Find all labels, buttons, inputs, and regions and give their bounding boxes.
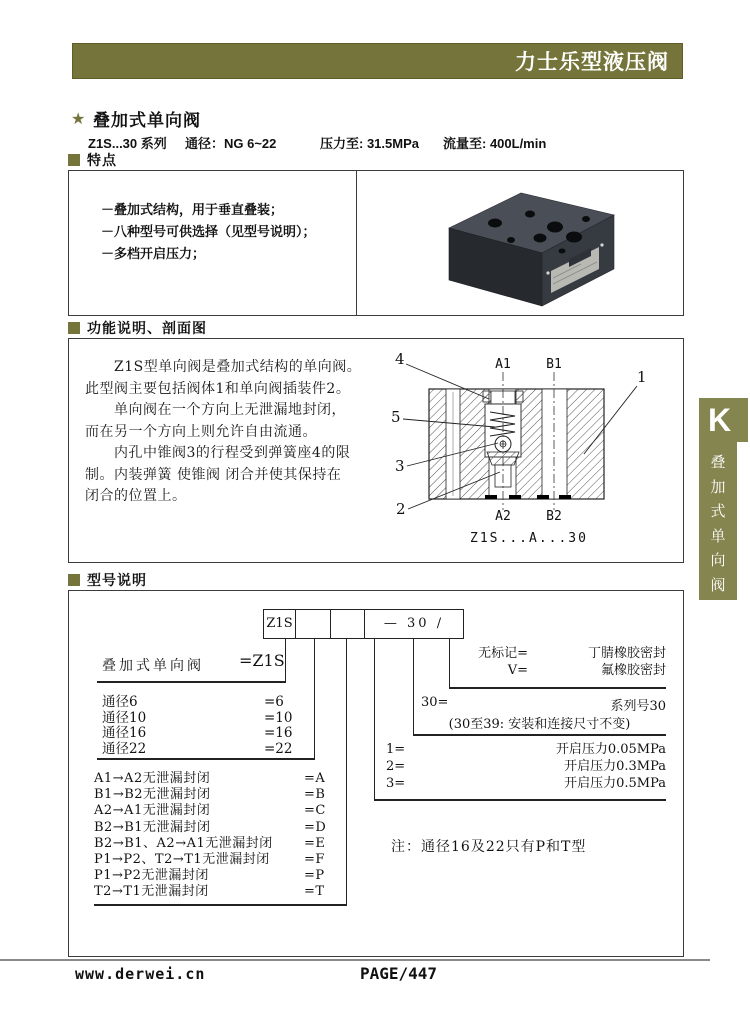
chapter-tab-char: 单 bbox=[710, 527, 726, 545]
function-text-line: 此型阀主要包括阀体1和单向阀插装件2。 bbox=[85, 380, 351, 397]
port-label-a2: A2 bbox=[495, 509, 511, 524]
section-heading-model: 型号说明 bbox=[68, 570, 147, 590]
model-note: 注：通径16及22只有P和T型 bbox=[391, 839, 587, 855]
group-underline bbox=[97, 758, 315, 760]
cracking-option-row: 1= 开启压力0.05MPa bbox=[386, 742, 666, 757]
seal-option-row: V= 氟橡胶密封 bbox=[507, 663, 666, 678]
header-title: 力士乐型液压阀 bbox=[515, 51, 669, 74]
callout-4: 4 bbox=[395, 350, 405, 368]
direction-option-row: A2→A1无泄漏封闭 =C bbox=[94, 803, 326, 819]
channel-b bbox=[542, 389, 567, 499]
direction-option-row: T2→T1无泄漏封闭 =T bbox=[94, 884, 325, 900]
group-underline bbox=[97, 681, 286, 683]
section-bullet-icon bbox=[68, 574, 80, 586]
feature-bullet: －叠加式结构，用于垂直叠装； bbox=[101, 202, 284, 217]
callout-5: 5 bbox=[391, 408, 401, 426]
chapter-tab-letter: K bbox=[699, 398, 748, 442]
chapter-tab-title bbox=[699, 442, 737, 600]
callout-3: 3 bbox=[395, 457, 405, 475]
direction-option-row: B1→B2无泄漏封闭 =B bbox=[94, 787, 326, 803]
model-type-value: =Z1S bbox=[239, 651, 285, 670]
seal-option-row: 无标记= 丁腈橡胶密封 bbox=[478, 646, 666, 661]
function-text-line: 单向阀在一个方向上无泄漏地封闭， bbox=[85, 402, 346, 418]
function-text-line: 闭合的位置上。 bbox=[85, 488, 187, 504]
page-title: 叠加式单向阀 bbox=[93, 111, 201, 130]
direction-options bbox=[94, 771, 394, 901]
model-code-box bbox=[68, 590, 684, 957]
connector-line bbox=[285, 639, 286, 682]
feature-bullet: －八种型号可供选择（见型号说明）； bbox=[101, 224, 316, 239]
model-code-cells bbox=[263, 609, 464, 639]
function-text-line: 内孔中锥阀3的行程受到弹簧座4的限 bbox=[85, 445, 351, 461]
spec-item: Z1S...30 系列 bbox=[88, 136, 167, 151]
model-code-cell bbox=[330, 610, 364, 638]
seal-ring-right bbox=[515, 391, 523, 402]
footer-page-number: PAGE/447 bbox=[360, 964, 438, 983]
section-heading-features: 特点 bbox=[68, 150, 117, 170]
footer-website: www.derwei.cn bbox=[75, 965, 206, 983]
port-label-b1: B1 bbox=[546, 357, 562, 372]
port-label-b2: B2 bbox=[546, 509, 562, 524]
cracking-option-row: 3= 开启压力0.5MPa bbox=[386, 776, 666, 791]
diagram-caption: Z1S...A...30 bbox=[470, 531, 588, 546]
size-option-row: 通径22 =22 bbox=[102, 740, 293, 757]
size-options bbox=[102, 695, 352, 757]
model-code-cell bbox=[295, 610, 330, 638]
product-photo bbox=[431, 183, 631, 311]
chapter-tab-char: 加 bbox=[710, 478, 726, 496]
product-specs bbox=[68, 133, 668, 151]
feature-bullet: －多档开启压力； bbox=[101, 246, 206, 261]
function-text-line: 制。内装弹簧 使锥阀 闭合并使其保持在 bbox=[85, 466, 342, 483]
direction-option-row: B2→B1、A2→A1无泄漏封闭 =E bbox=[94, 835, 326, 851]
spec-item: 流量至: 400L/min bbox=[443, 136, 547, 151]
size-option-row: 通径10 =10 bbox=[102, 709, 293, 726]
chapter-tab-char: 阀 bbox=[710, 576, 726, 594]
direction-option-row: P1→P2无泄漏封闭 =P bbox=[94, 868, 325, 884]
chapter-tab-char: 叠 bbox=[710, 454, 726, 471]
cracking-option-row: 2= 开启压力0.3MPa bbox=[386, 759, 666, 774]
cracking-pressure-options bbox=[386, 741, 666, 792]
features-divider bbox=[356, 171, 357, 315]
group-underline bbox=[413, 734, 666, 736]
series-note: (30至39: 安装和连接尺寸不变) bbox=[448, 717, 631, 732]
function-description bbox=[85, 357, 387, 508]
section-bullet-icon bbox=[68, 322, 80, 334]
model-type-label: 叠加式单向阀 bbox=[102, 658, 204, 674]
spec-item: 压力至: 31.5MPa bbox=[320, 136, 419, 151]
section-bullet-icon bbox=[68, 154, 80, 166]
direction-option-row: P1→P2、T2→T1无泄漏封闭 =F bbox=[94, 851, 325, 867]
seal-options bbox=[409, 645, 666, 679]
function-text-line: 而在另一个方向上则允许自由流通。 bbox=[85, 423, 317, 440]
chapter-tab-char: 式 bbox=[710, 503, 726, 521]
feature-bullet-list bbox=[101, 199, 316, 265]
port-label-a1: A1 bbox=[495, 357, 511, 372]
direction-option-row: B2→B1无泄漏封闭 =D bbox=[94, 819, 327, 835]
direction-option-row: A1→A2无泄漏封闭 =A bbox=[94, 771, 326, 786]
callout-1: 1 bbox=[637, 368, 647, 386]
group-underline bbox=[449, 687, 666, 689]
model-code-cell: — 30 / bbox=[364, 610, 463, 638]
series-row: 30= 系列号30 bbox=[421, 695, 666, 714]
function-text-line: Z1S型单向阀是叠加式结构的单向阀。 bbox=[85, 359, 362, 375]
star-icon: ★ bbox=[71, 111, 86, 128]
size-option-row: 通径6 =6 bbox=[102, 694, 284, 710]
function-box bbox=[68, 338, 684, 563]
footer-divider bbox=[0, 959, 710, 961]
group-underline bbox=[374, 799, 666, 801]
section-heading-function: 功能说明、剖面图 bbox=[68, 318, 207, 338]
callout-2: 2 bbox=[396, 500, 406, 518]
spec-item: 通径：NG 6~22 bbox=[185, 136, 277, 151]
cross-section-diagram bbox=[379, 342, 679, 560]
group-underline bbox=[94, 904, 347, 906]
size-option-row: 通径16 =16 bbox=[102, 725, 293, 742]
features-box bbox=[68, 170, 684, 316]
chapter-tab-char: 向 bbox=[710, 552, 726, 570]
model-code-cell: Z1S bbox=[266, 616, 293, 631]
header-bar bbox=[72, 43, 683, 79]
